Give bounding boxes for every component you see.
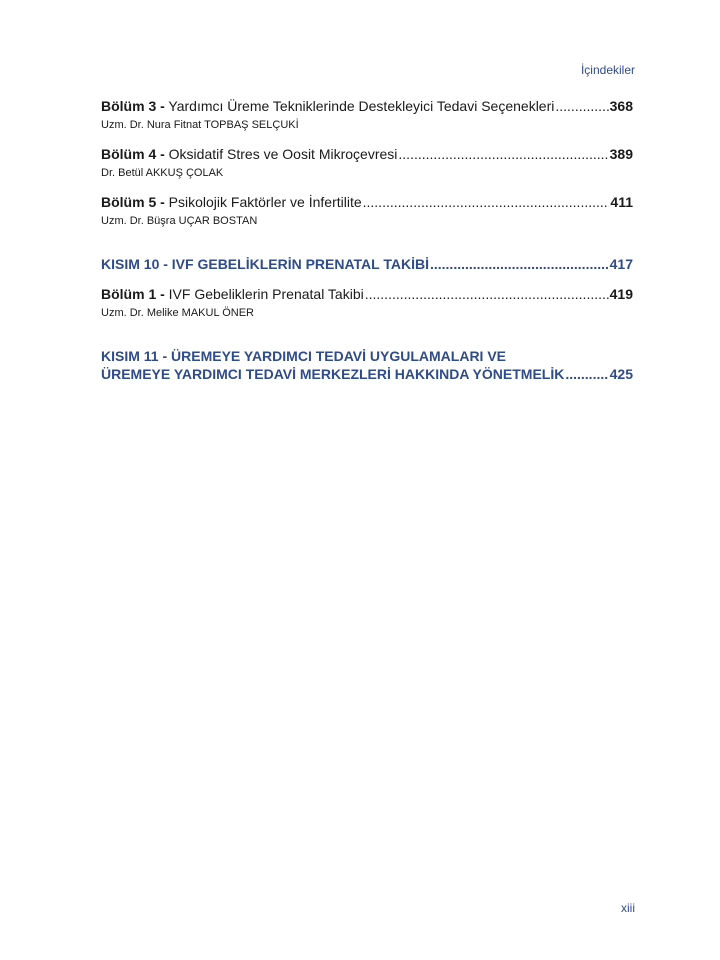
running-header: İçindekiler [580, 63, 635, 77]
page-footer-number: xiii [621, 901, 635, 915]
chapter-number: Bölüm 3 - [101, 98, 165, 114]
section-title-line-2: ÜREMEYE YARDIMCI TEDAVİ MERKEZLERİ HAKKINDA YÖNETMELİK [101, 366, 565, 382]
dot-leader [430, 255, 609, 273]
table-of-contents [101, 97, 633, 395]
chapter-title: Yardımcı Üreme Tekniklerinde Destekleyici Tedavi Seçenekleri [168, 98, 555, 114]
chapter-title: IVF Gebeliklerin Prenatal Takibi [168, 286, 364, 302]
chapter-title: Oksidatif Stres ve Oosit Mikroçevresi [168, 146, 398, 162]
toc-entry-bolum-1[interactable] [101, 285, 633, 321]
chapter-author: Uzm. Dr. Nura Fitnat TOPBAŞ SELÇUKİ [101, 119, 299, 131]
dot-leader [565, 365, 608, 383]
page-number: 417 [609, 256, 633, 272]
chapter-author: Uzm. Dr. Büşra UÇAR BOSTAN [101, 215, 258, 227]
page-number: 389 [609, 146, 633, 162]
toc-section-kisim-11[interactable] [101, 347, 633, 383]
page-number: 419 [609, 286, 633, 302]
page-number: 368 [609, 98, 633, 114]
chapter-title: Psikolojik Faktörler ve İnfertilite [168, 194, 362, 210]
dot-leader [555, 97, 608, 115]
toc-entry-bolum-4[interactable] [101, 145, 633, 181]
chapter-number: Bölüm 4 - [101, 146, 165, 162]
dot-leader [398, 145, 608, 163]
page-number: 411 [610, 194, 633, 210]
dot-leader [363, 193, 610, 211]
chapter-number: Bölüm 5 - [101, 194, 165, 210]
chapter-number: Bölüm 1 - [101, 286, 165, 302]
section-title-line-1: KISIM 11 - ÜREMEYE YARDIMCI TEDAVİ UYGULAMALARI VE [101, 348, 507, 364]
chapter-author: Uzm. Dr. Melike MAKUL ÖNER [101, 307, 255, 319]
dot-leader [365, 285, 609, 303]
page-number: 425 [609, 366, 633, 382]
toc-section-kisim-10[interactable] [101, 255, 633, 273]
chapter-author: Dr. Betül AKKUŞ ÇOLAK [101, 167, 224, 179]
toc-entry-bolum-3[interactable] [101, 97, 633, 133]
toc-entry-bolum-5[interactable] [101, 193, 633, 229]
section-title: KISIM 10 - IVF GEBELİKLERİN PRENATAL TAKİBİ [101, 256, 429, 272]
